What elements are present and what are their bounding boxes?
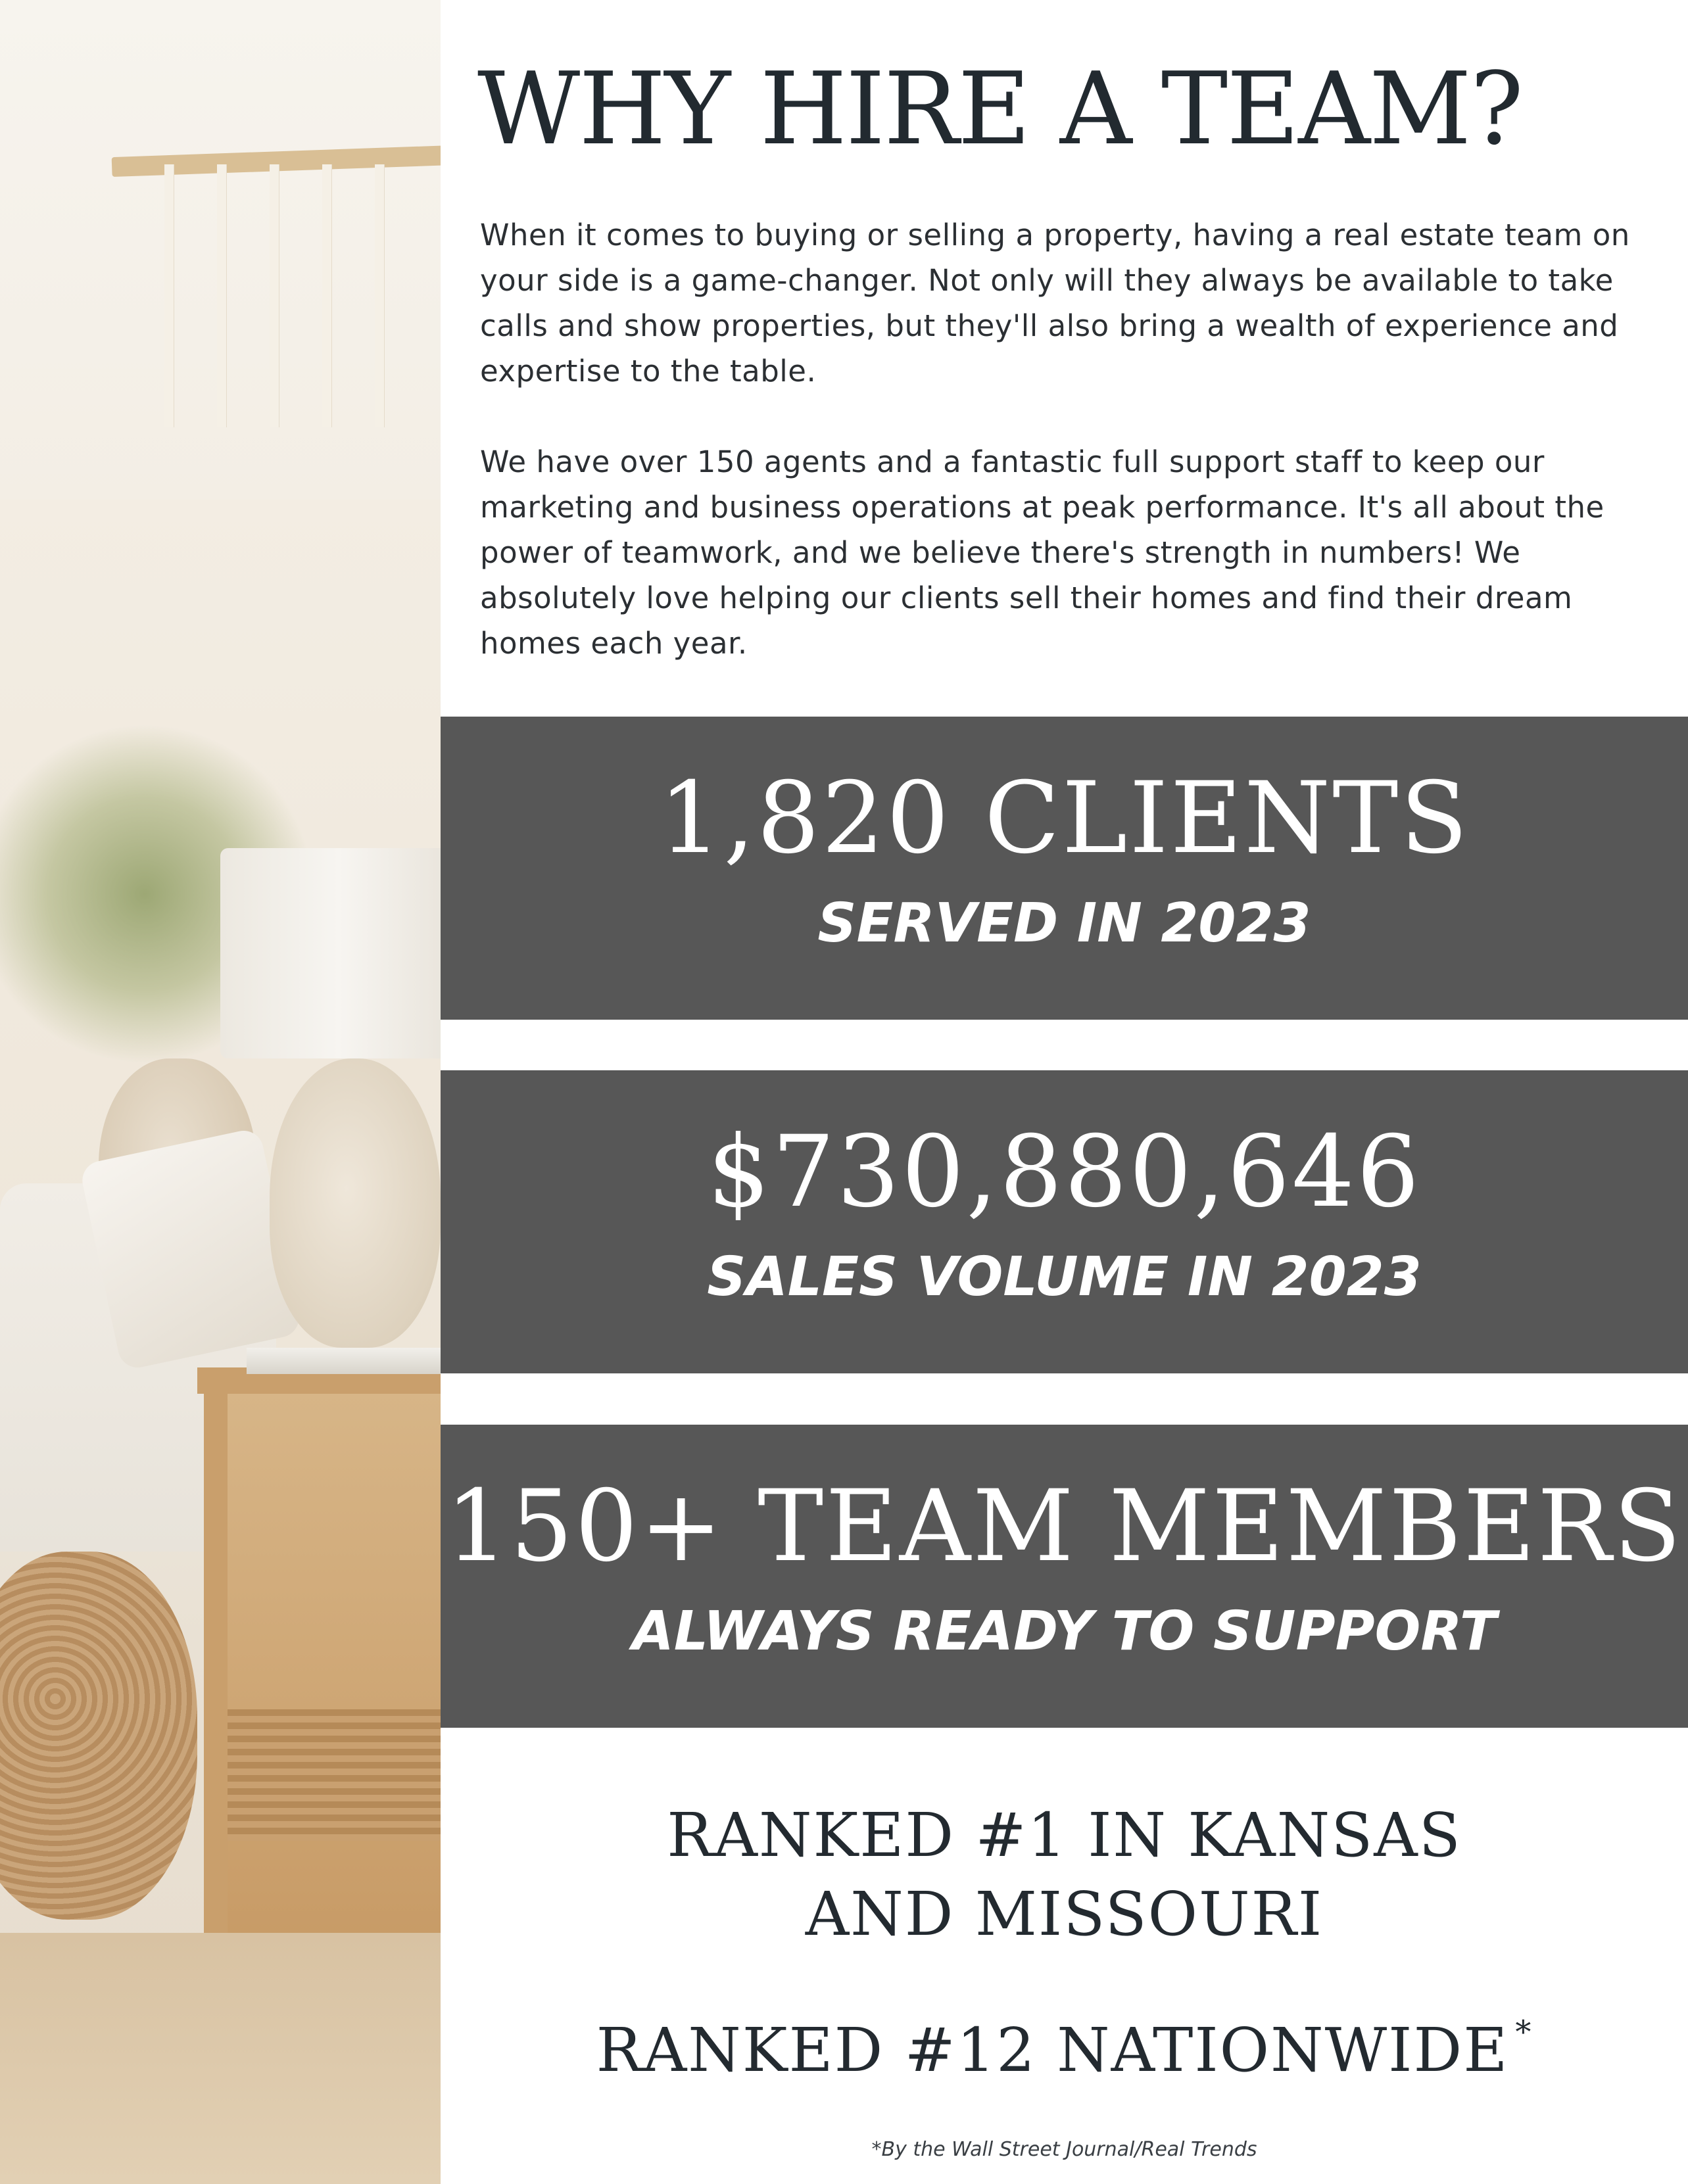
photo-baluster	[270, 164, 279, 427]
intro-paragraph-1: When it comes to buying or selling a property, having a real estate team on your side is a game-changer. Not only will they always be available to take calls and show properties, but they'll also bring a wealth of experience and expertise to the table.	[480, 218, 1630, 389]
photo-baluster	[375, 164, 384, 427]
photo-baluster	[322, 164, 331, 427]
photo-floor	[0, 1933, 441, 2184]
footnote-source: *By the Wall Street Journal/Real Trends	[871, 2138, 1257, 2161]
ranking-line-3	[441, 2014, 1688, 2085]
photo-table-shelf	[228, 1709, 441, 1841]
stat-subline: SERVED IN 2023	[817, 892, 1311, 955]
photo-side-table	[204, 1394, 441, 1966]
photo-baluster	[164, 164, 174, 427]
stat-clients-banner	[441, 717, 1688, 1020]
stat-subline: ALWAYS READY TO SUPPORT	[632, 1600, 1497, 1663]
stat-subline: SALES VOLUME IN 2023	[707, 1246, 1422, 1308]
intro-text	[480, 212, 1657, 711]
photo-lampshade	[220, 848, 441, 1058]
interior-photo	[0, 0, 441, 2184]
stat-sales-volume-banner	[441, 1070, 1688, 1373]
content-column	[441, 0, 1688, 2184]
stat-headline: 150+ TEAM MEMBERS	[445, 1469, 1683, 1584]
ranking-line-1: RANKED #1 IN KANSAS	[667, 1800, 1462, 1870]
stat-headline: $730,880,646	[707, 1115, 1422, 1229]
photo-baluster	[217, 164, 226, 427]
photo-woven-pouf	[0, 1552, 197, 1920]
ranking-nationwide-text: RANKED #12 NATIONWIDE	[596, 2015, 1509, 2085]
footnote-marker: *	[1515, 2014, 1533, 2051]
ranking-line-2: AND MISSOURI	[805, 1879, 1324, 1949]
photo-lamp-base	[270, 1058, 441, 1348]
stat-headline: 1,820 CLIENTS	[658, 761, 1470, 876]
stat-team-members-banner	[441, 1425, 1688, 1728]
intro-paragraph-2: We have over 150 agents and a fantastic full support staff to keep our marketing and business operations at peak performance. It's all about the power of teamwork, and we believe there's strength in numbers! We absolutely love helping our clients sell their homes and find their dream homes each year.	[480, 444, 1604, 661]
photo-books	[247, 1348, 441, 1374]
page-title: WHY HIRE A TEAM?	[477, 51, 1523, 167]
